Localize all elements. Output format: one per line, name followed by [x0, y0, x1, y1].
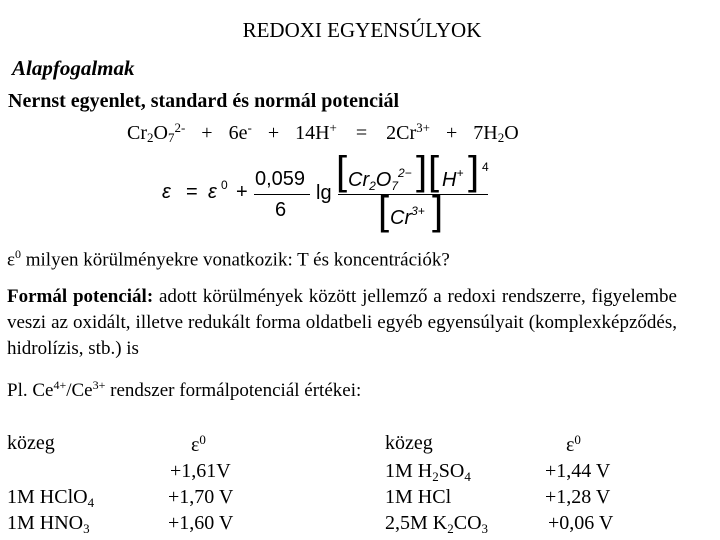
proton-formula: H+ [442, 166, 464, 191]
product-chromium: $2Cr^{3+}$ [386, 120, 431, 144]
page-title: REDOXI EGYENSÚLYOK [242, 18, 482, 42]
table-cell-potential: +1,28 V [545, 486, 611, 508]
left-bracket: [ [428, 149, 440, 193]
table-cell-medium: 1M HCl [385, 486, 452, 508]
plus-sign: + [236, 181, 248, 203]
epsilon-symbol: ε [162, 181, 171, 203]
column-header-epsilon: $\varepsilon^0$ [191, 432, 206, 456]
power-exponent: 4 [482, 160, 489, 174]
table-cell-medium: 1M $HNO_3$ [7, 512, 90, 536]
right-bracket: ] [468, 149, 480, 193]
chromium-ion-formula: $Cr^{3+}$ [390, 204, 425, 229]
product-water: $7H_2O$ [473, 122, 519, 145]
section-subtitle: Alapfogalmak [12, 56, 135, 80]
table-cell-potential: +0,06 V [548, 512, 614, 534]
column-header-medium: közeg [7, 432, 55, 454]
nernst-equation [156, 149, 496, 233]
column-header-epsilon: $\varepsilon^0$ [566, 432, 581, 456]
left-bracket: [ [336, 149, 348, 193]
right-bracket: ] [416, 149, 428, 193]
reactant-dichromate: $Cr_2O_7^{2-}$ [127, 120, 186, 145]
table-cell-medium: 1M $H_2SO_4$ [385, 460, 471, 484]
right-bracket: ] [432, 189, 444, 233]
epsilon-zero-symbol: ε [208, 181, 217, 203]
table-cell-potential: +1,44 V [545, 460, 611, 482]
table-cell-potential: +1,61V [170, 460, 231, 482]
column-header-medium: közeg [385, 432, 433, 454]
log-fraction-bar [338, 194, 488, 195]
equals-sign: = [355, 122, 368, 144]
fraction-denominator: 6 [275, 199, 287, 221]
dichromate-formula: $Cr_2O_7^{2-}$ [348, 166, 412, 193]
table-cell-medium: 2,5M $K_2CO_3$ [385, 512, 489, 536]
plus-sign: + [201, 122, 213, 144]
condition-question: $\varepsilon^0$ milyen körülményekre vonatkozik: T és koncentrációk? [7, 247, 450, 271]
zero-superscript: 0 [221, 178, 228, 192]
lg-operator: lg [316, 182, 332, 204]
plus-sign: + [267, 122, 280, 144]
plus-sign: + [446, 122, 458, 144]
formal-potential-definition: Formál potenciál: adott körülmények között jellemző a redoxi rendszerre, figyelembe veszi az oxidált, illetve redukált forma oldatbeli egyéb egyensúlyait (komplexképződés, hidrolízis, stb.) is [7, 286, 677, 359]
formal-potential-term: Formál potenciál: [7, 286, 154, 307]
left-bracket: [ [378, 189, 390, 233]
section-heading: Nernst egyenlet, standard és normál potenciál [8, 90, 400, 112]
fraction-numerator: 0,059 [255, 168, 306, 190]
reaction-equation [127, 120, 519, 146]
table-cell-potential: +1,60 V [168, 512, 234, 534]
reactant-protons: 14H+ [295, 120, 337, 144]
reactant-electrons: 6e- [228, 120, 252, 144]
table-cell-potential: +1,70 V [168, 486, 234, 508]
table-cell-medium: 1M HClO$_4$ [7, 486, 95, 510]
example-line: Pl. $Ce^{4+}/Ce^{3+}$ rendszer formálpotenciál értékei: [7, 378, 362, 401]
equals-sign: = [186, 181, 198, 203]
fraction-bar [254, 194, 310, 195]
